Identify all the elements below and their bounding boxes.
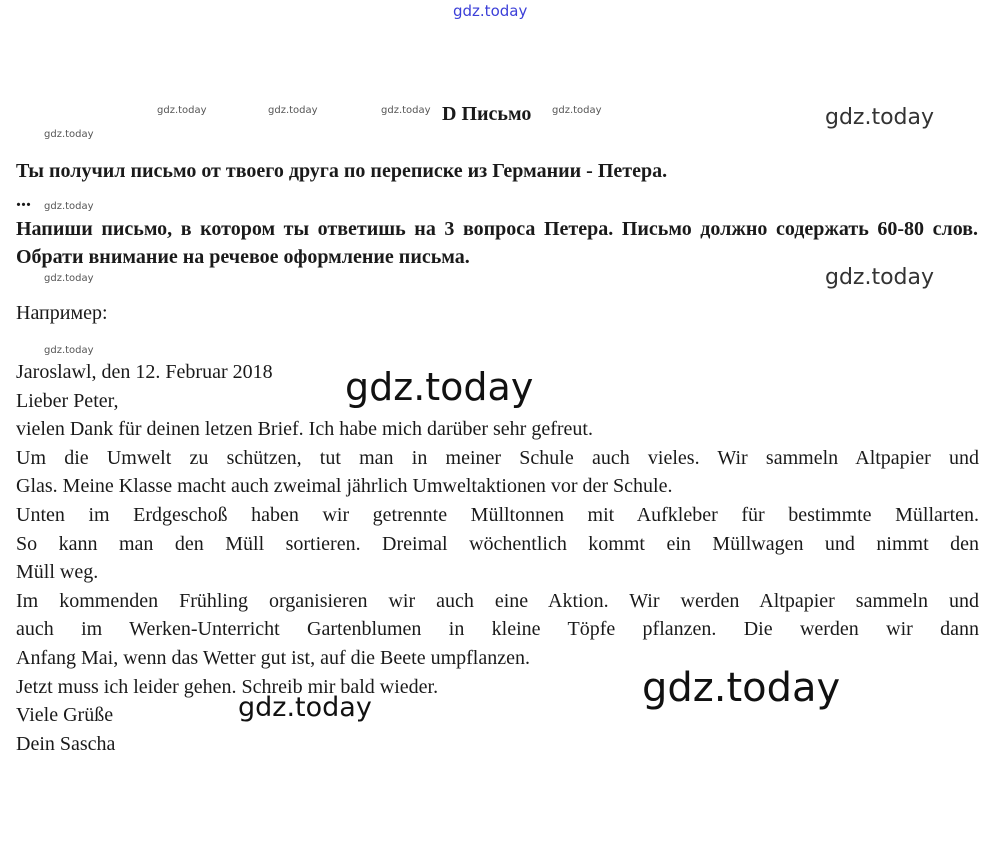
letter-signature: Dein Sascha	[16, 732, 116, 755]
watermark-small: gdz.today	[268, 105, 318, 116]
letter-line: auch im Werken-Unterricht Gartenblumen in kleine Töpfe pflanzen. Die werden wir dann	[16, 618, 979, 641]
letter-greeting: Lieber Peter,	[16, 389, 119, 412]
task-instructions: Напиши письмо, в котором ты ответишь на 3 вопроса Петера. Письмо должно содержать 60-80 слов. Обрати внимание на речевое оформление письма.	[16, 218, 978, 268]
watermark-small: gdz.today	[552, 105, 602, 116]
letter-line: Unten im Erdgeschoß haben wir getrennte Mülltonnen mit Aufkleber für bestimmte Müllarten.	[16, 503, 979, 526]
letter-line: Jetzt muss ich leider gehen. Schreib mir bald wieder.	[16, 675, 439, 698]
watermark-small: gdz.today	[381, 105, 431, 116]
letter-line: Anfang Mai, wenn das Wetter gut ist, auf die Beete umpflanzen.	[16, 646, 530, 669]
watermark-small: gdz.today	[157, 105, 207, 116]
watermark-medium: gdz.today	[825, 105, 935, 130]
letter-line: Im kommenden Frühling organisieren wir auch eine Aktion. Wir werden Altpapier sammeln und	[16, 589, 979, 612]
letter-closing: Viele Grüße	[16, 704, 114, 727]
watermark-large: gdz.today	[642, 665, 841, 711]
task-ellipsis: ...	[16, 189, 31, 211]
watermark-small: gdz.today	[44, 273, 94, 284]
watermark-medium: gdz.today	[825, 265, 935, 290]
section-title: D Письмо	[442, 103, 532, 125]
watermark-top: gdz.today	[453, 2, 528, 20]
letter-line: vielen Dank für deinen letzen Brief. Ich habe mich darüber sehr gefreut.	[16, 418, 593, 441]
watermark-large: gdz.today	[345, 365, 534, 409]
example-label: Например:	[16, 302, 108, 324]
task-intro: Ты получил письмо от твоего друга по переписке из Германии - Петера.	[16, 160, 668, 182]
watermark-small: gdz.today	[44, 129, 94, 140]
watermark-large: gdz.today	[238, 692, 372, 723]
letter-line: Um die Umwelt zu schützen, tut man in meiner Schule auch vieles. Wir sammeln Altpapier und	[16, 446, 979, 469]
letter-line: Müll weg.	[16, 561, 99, 584]
watermark-small: gdz.today	[44, 201, 94, 212]
watermark-small: gdz.today	[44, 345, 94, 356]
letter-line: So kann man den Müll sortieren. Dreimal wöchentlich kommt ein Müllwagen und nimmt den	[16, 532, 979, 555]
letter-date-line: Jaroslawl, den 12. Februar 2018	[16, 361, 273, 383]
letter-line: Glas. Meine Klasse macht auch zweimal jährlich Umweltaktionen vor der Schule.	[16, 475, 673, 498]
